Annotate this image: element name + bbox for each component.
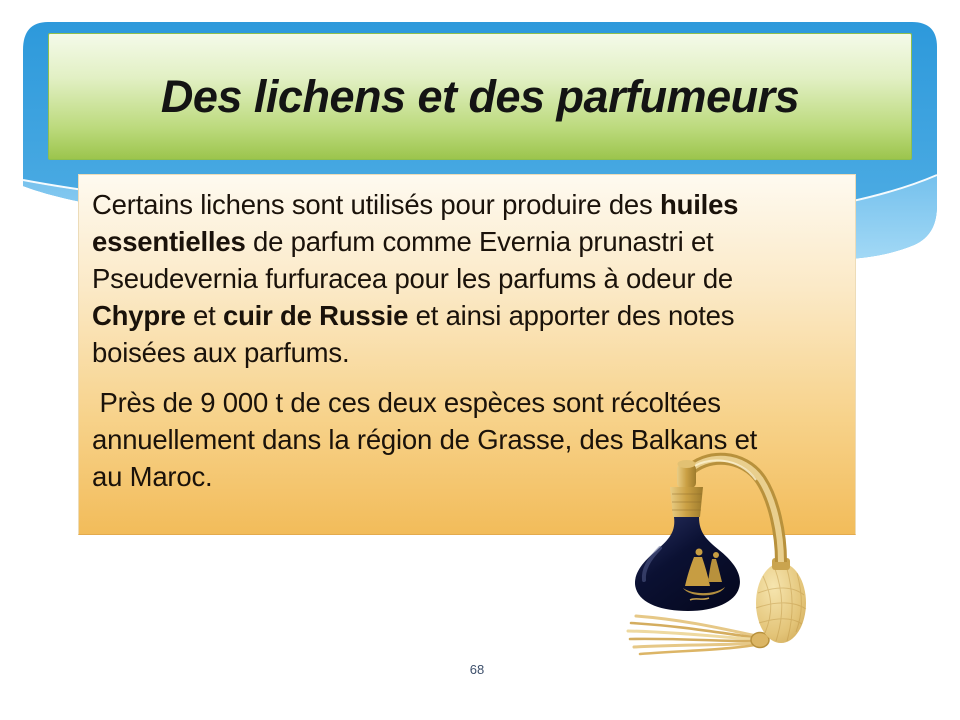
body-line: boisées aux parfums. xyxy=(92,337,350,368)
body-line: essentielles de parfum comme Evernia prunastri et xyxy=(92,226,714,257)
slide-title: Des lichens et des parfumeurs xyxy=(160,70,800,122)
body-line: au Maroc. xyxy=(92,461,213,492)
perfume-atomizer-image xyxy=(598,448,882,680)
tassel xyxy=(628,616,766,654)
body-line: Chypre et cuir de Russie et ainsi apporter des notes xyxy=(92,300,735,331)
title-banner xyxy=(48,33,912,160)
body-line: Pseudevernia furfuracea pour les parfums à odeur de xyxy=(92,263,734,294)
body-paragraph xyxy=(92,186,849,371)
body-line: annuellement dans la région de Grasse, des Balkans et xyxy=(92,424,758,455)
body-line: Certains lichens sont utilisés pour produire des huiles xyxy=(92,189,739,220)
body-line: Près de 9 000 t de ces deux espèces sont récoltées xyxy=(92,387,721,418)
page-number: 68 xyxy=(469,662,485,677)
